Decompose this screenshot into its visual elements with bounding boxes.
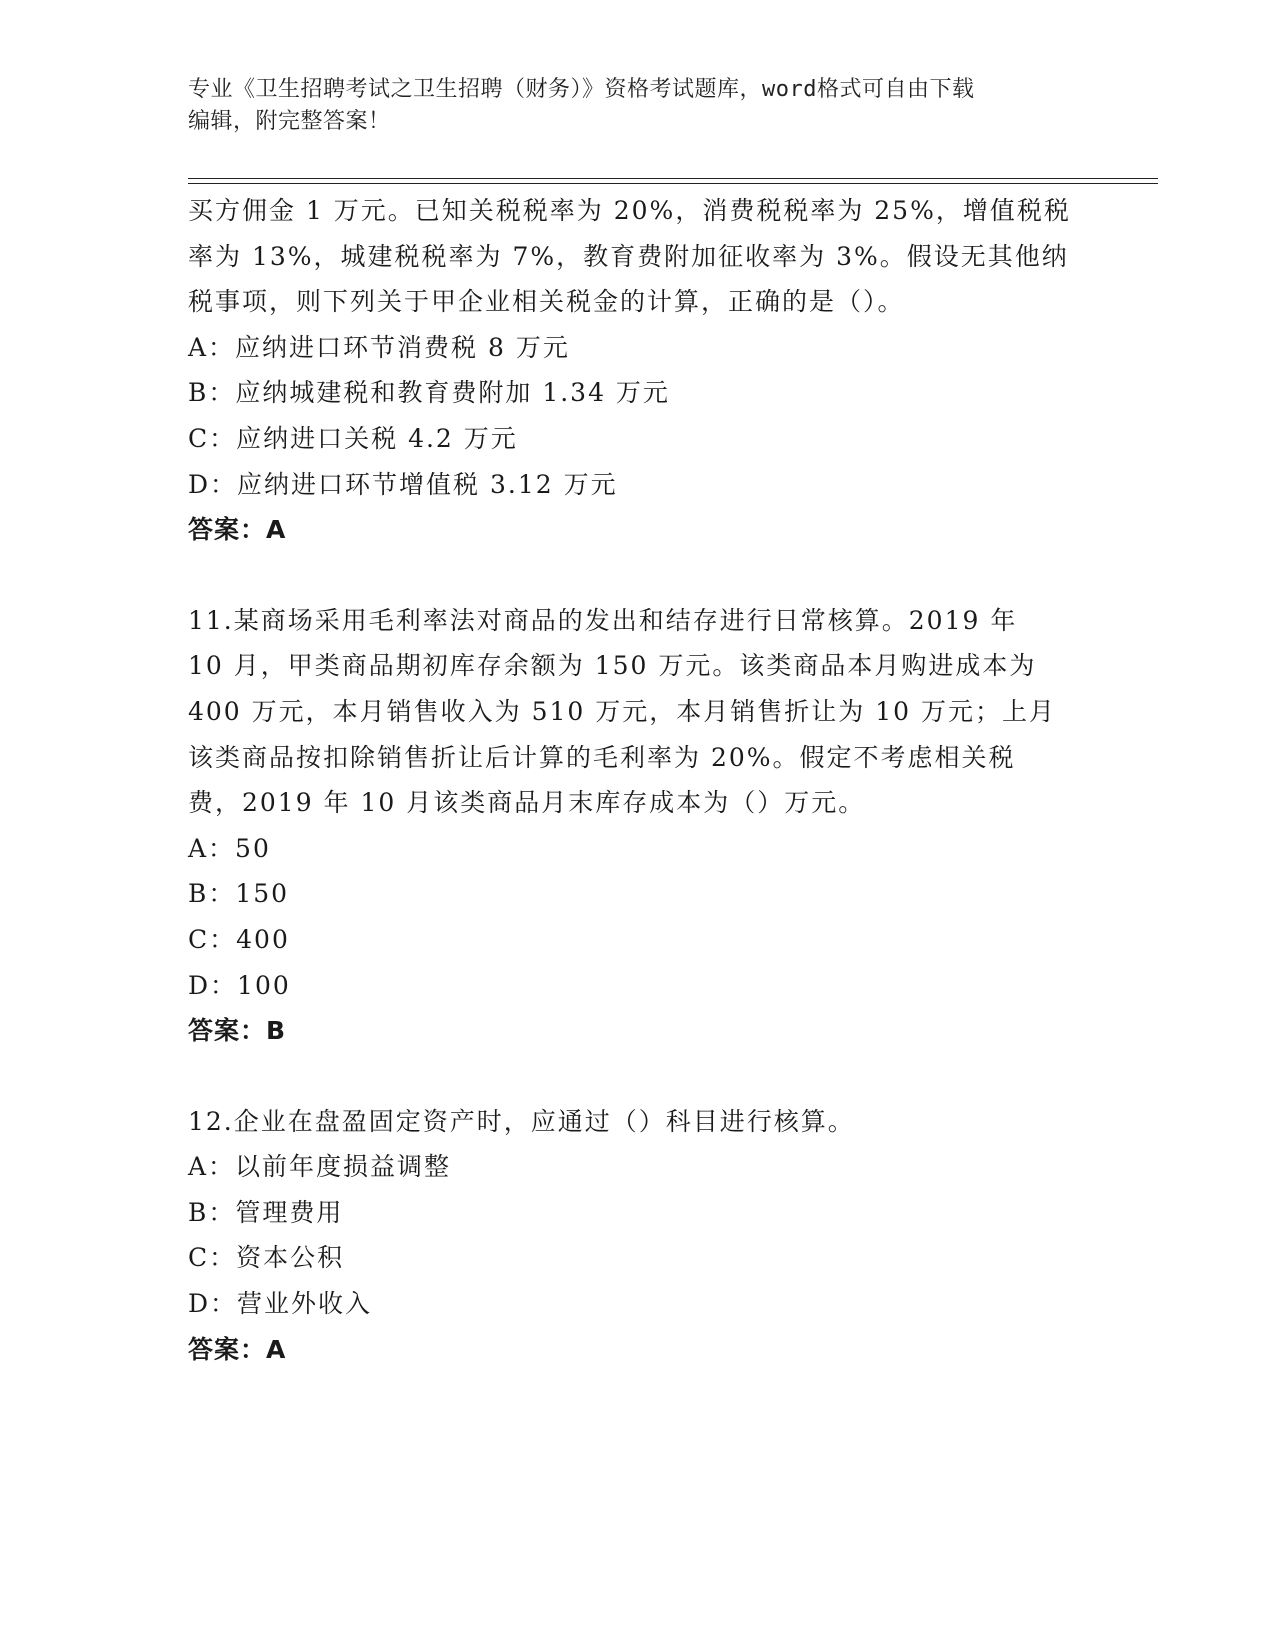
question-stem-line: 11.某商场采用毛利率法对商品的发出和结存进行日常核算。2019 年	[188, 605, 1018, 635]
answer-label: 答案：B	[188, 1016, 287, 1046]
option-d: D：应纳进口环节增值税 3.12 万元	[188, 469, 618, 499]
document-body	[188, 188, 1088, 1372]
question-stem-line: 买方佣金 1 万元。已知关税税率为 20%，消费税税率为 25%，增值税税	[188, 196, 1071, 225]
option-d: D：营业外收入	[188, 1289, 373, 1319]
header-line-1: 专业《卫生招聘考试之卫生招聘（财务）》资格考试题库，word格式可自由下载	[188, 77, 975, 102]
answer-label: 答案：A	[188, 515, 287, 545]
header-divider-bottom	[188, 183, 1158, 184]
option-a: A：以前年度损益调整	[188, 1152, 452, 1182]
question-stem-line: 该类商品按扣除销售折让后计算的毛利率为 20%。假定不考虑相关税	[188, 742, 1016, 772]
question-10	[188, 188, 1088, 553]
option-a: A：50	[188, 833, 271, 863]
option-c: C：400	[188, 924, 290, 954]
question-stem-line: 400 万元，本月销售收入为 510 万元，本月销售折让为 10 万元；上月	[188, 696, 1056, 726]
question-stem-line: 税事项，则下列关于甲企业相关税金的计算，正确的是（）。	[188, 287, 905, 317]
option-c: C：资本公积	[188, 1243, 345, 1273]
question-11	[188, 598, 1088, 1054]
question-stem-line: 费，2019 年 10 月该类商品月末库存成本为（）万元。	[188, 788, 866, 818]
header-line-2: 编辑，附完整答案！	[188, 109, 391, 134]
option-b: B：管理费用	[188, 1197, 344, 1227]
option-d: D：100	[188, 970, 291, 1000]
question-stem-line: 12.企业在盘盈固定资产时，应通过（）科目进行核算。	[188, 1106, 855, 1136]
header-divider-top	[188, 178, 1158, 179]
question-stem-line: 率为 13%，城建税税率为 7%，教育费附加征收率为 3%。假设无其他纳	[188, 241, 1069, 271]
option-b: B：应纳城建税和教育费附加 1.34 万元	[188, 378, 670, 408]
document-header	[188, 74, 1088, 138]
option-a: A：应纳进口环节消费税 8 万元	[188, 332, 570, 362]
question-12	[188, 1099, 1088, 1373]
option-c: C：应纳进口关税 4.2 万元	[188, 423, 518, 453]
option-b: B：150	[188, 879, 290, 909]
answer-label: 答案：A	[188, 1334, 287, 1364]
question-stem-line: 10 月，甲类商品期初库存余额为 150 万元。该类商品本月购进成本为	[188, 651, 1037, 681]
